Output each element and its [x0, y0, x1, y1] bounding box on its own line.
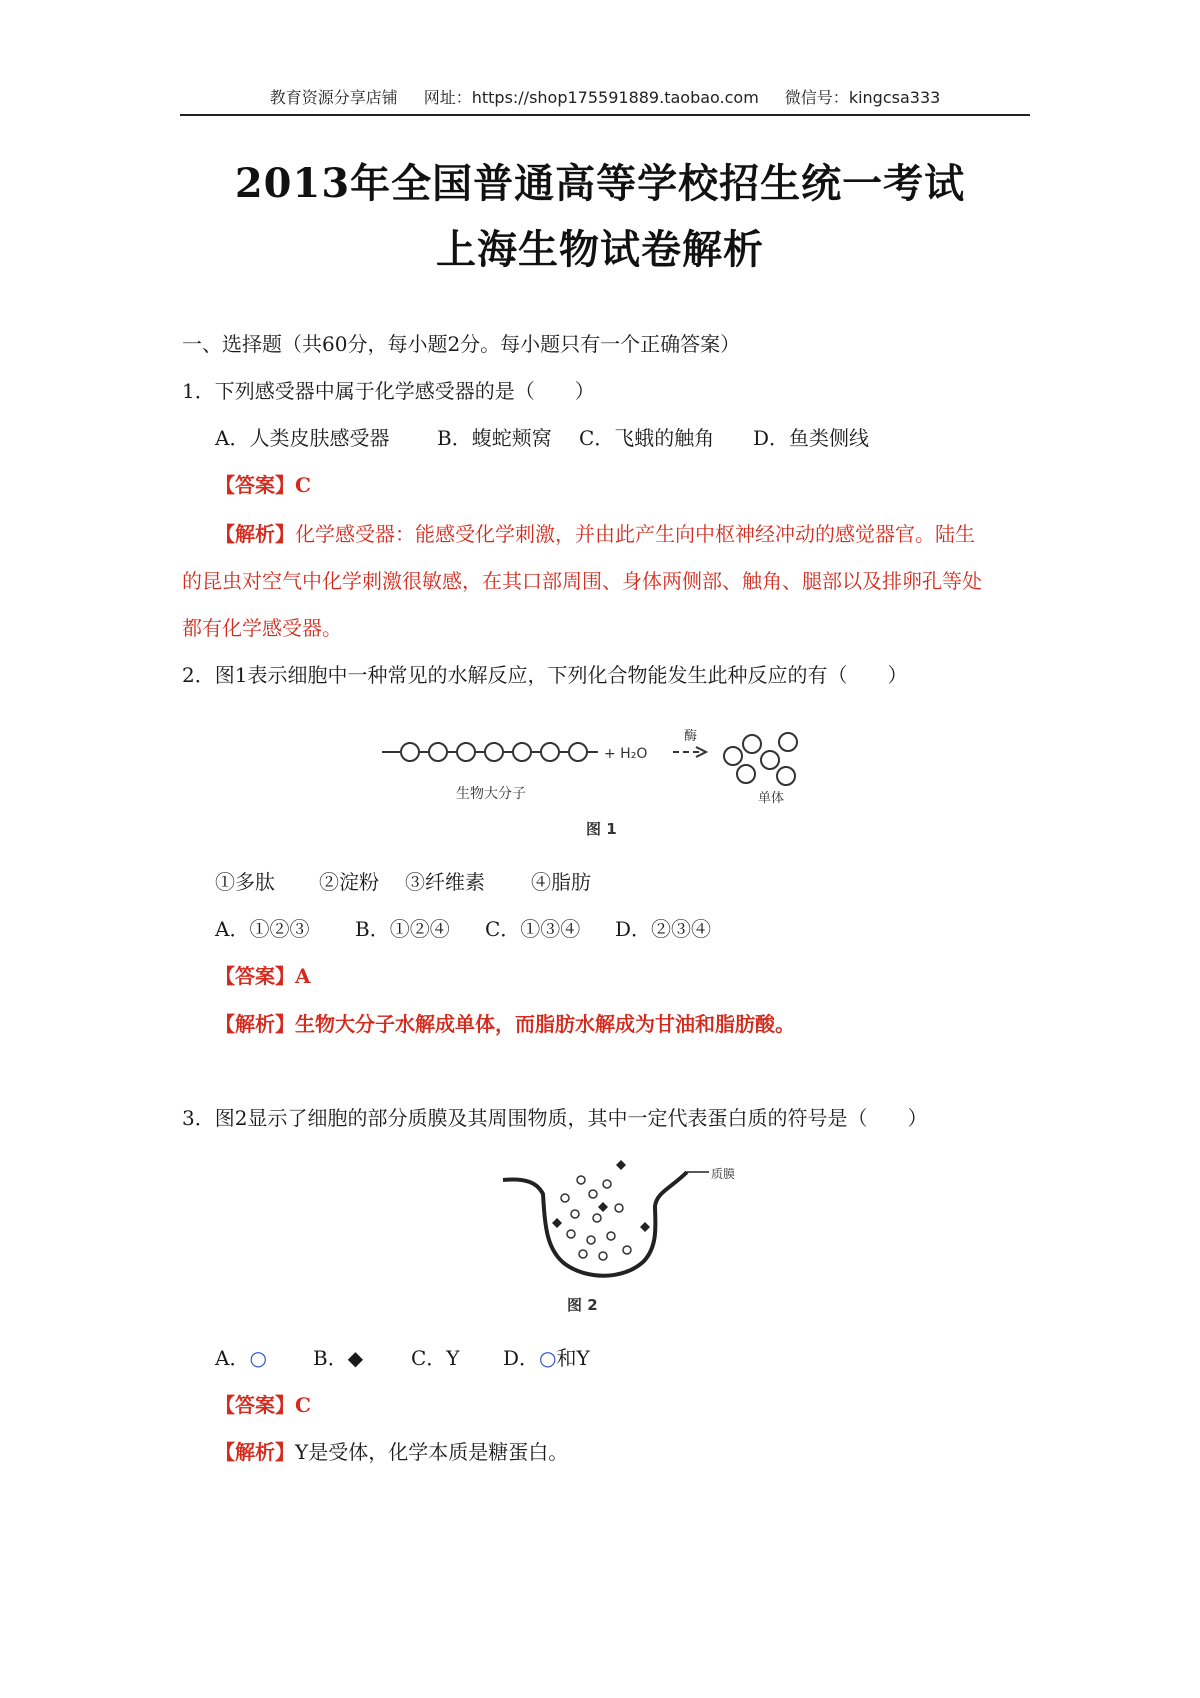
wechat-id: kingcsa333: [848, 88, 941, 107]
small-circle-molecule: [587, 1236, 595, 1244]
q3-analysis-text: Y是受体，化学本质是糖蛋白。: [295, 1440, 569, 1464]
q2-option-a: A．①②③: [215, 917, 310, 941]
figure-1-caption: 图 1: [586, 820, 617, 838]
small-circle-molecule: [571, 1210, 579, 1218]
section-heading: 一、选择题（共60分，每小题2分。每小题只有一个正确答案）: [182, 332, 741, 356]
q3-option-a: [215, 1344, 313, 1372]
q1-option-a: A．人类皮肤感受器: [215, 426, 390, 450]
q1-answer-label: 【答案】: [215, 473, 295, 497]
small-circle-molecule: [607, 1232, 615, 1240]
q1-stem: 1．下列感受器中属于化学感受器的是（ ）: [182, 379, 595, 403]
q1-options: [215, 424, 869, 452]
q3-analysis: [215, 1438, 568, 1466]
diamond-molecule: [598, 1202, 608, 1212]
small-circle-molecule: [615, 1204, 623, 1212]
q2-item-2: ②淀粉: [319, 870, 379, 894]
monomer: [779, 733, 797, 751]
monomer: [737, 765, 755, 783]
small-circle-molecule: [593, 1214, 601, 1222]
q1-analysis-text-1: 化学感受器：能感受化学刺激，并由此产生向中枢神经冲动的感觉器官。陆生: [295, 522, 975, 546]
small-circle-molecule: [579, 1250, 587, 1258]
macromolecule-unit: [429, 743, 447, 761]
q3-options: [215, 1344, 590, 1372]
small-circle-molecule: [577, 1176, 585, 1184]
figure-2-membrane: [495, 1158, 736, 1318]
q2-option-d: D．②③④: [615, 917, 712, 941]
q2-options: [215, 915, 711, 943]
q2-option-c: C．①③④: [485, 917, 581, 941]
q1-analysis-line-3: 都有化学感受器。: [182, 616, 342, 640]
page-header: [180, 86, 1030, 116]
exam-title: 2013年全国普通高等学校招生统一考试: [234, 160, 966, 207]
q3-stem: 3．图2显示了细胞的部分质膜及其周围物质，其中一定代表蛋白质的符号是（ ）: [182, 1106, 928, 1130]
q3-option-d: [503, 1344, 590, 1372]
q3-option-b-prefix: B．: [313, 1346, 348, 1370]
small-circle-molecule: [599, 1252, 607, 1260]
membrane-label: 质膜: [711, 1167, 736, 1181]
small-circle-molecule: [561, 1194, 569, 1202]
url-label: 网址：: [423, 88, 472, 107]
q2-answer: [215, 962, 311, 990]
monomer-label: 单体: [758, 791, 785, 806]
macromolecule-unit: [569, 743, 587, 761]
macromolecule-unit: [541, 743, 559, 761]
water-label: + H₂O: [604, 746, 648, 762]
diamond-molecule: [640, 1222, 650, 1232]
q1-option-c: C．飞蛾的触角: [579, 426, 715, 450]
diamond-molecule: [552, 1218, 562, 1228]
macromolecule-unit: [485, 743, 503, 761]
q2-analysis: [215, 1010, 795, 1038]
q1-option-d: D．鱼类侧线: [753, 426, 870, 450]
q1-analysis-line-1: [215, 520, 975, 548]
enzyme-label: 酶: [684, 729, 698, 744]
diamond-molecule: [616, 1160, 626, 1170]
q3-option-a-prefix: A．: [215, 1346, 250, 1370]
q3-option-b: [313, 1344, 411, 1372]
q1-analysis-label: 【解析】: [215, 522, 295, 546]
q3-answer: [215, 1391, 311, 1419]
q3-option-d-prefix: D．: [503, 1346, 540, 1370]
q2-option-b: B．①②④: [355, 917, 450, 941]
q1-option-b: B．蝮蛇颊窝: [437, 426, 552, 450]
small-circle-molecule: [567, 1230, 575, 1238]
monomer: [777, 767, 795, 785]
macromolecule-label: 生物大分子: [456, 786, 526, 802]
exam-subtitle: 上海生物试卷解析: [436, 226, 764, 273]
q2-stem: 2．图1表示细胞中一种常见的水解反应，下列化合物能发生此种反应的有（ ）: [182, 663, 908, 687]
q1-answer-value: C: [295, 473, 311, 497]
small-circle-molecule: [623, 1246, 631, 1254]
q3-analysis-label: 【解析】: [215, 1440, 295, 1464]
small-circle-molecule: [603, 1180, 611, 1188]
circle-symbol-icon: ○: [249, 1346, 267, 1370]
q2-item-4: ④脂肪: [531, 870, 591, 894]
q2-answer-label: 【答案】: [215, 964, 295, 988]
monomer: [743, 735, 761, 753]
wechat-label: 微信号：: [784, 88, 849, 107]
q2-analysis-label: 【解析】: [215, 1012, 295, 1036]
q2-answer-value: A: [295, 964, 311, 988]
shop-name: 教育资源分享店铺: [269, 88, 398, 107]
q3-answer-value: C: [295, 1393, 311, 1417]
q2-analysis-text: 生物大分子水解成单体，而脂肪水解成为甘油和脂肪酸。: [295, 1012, 795, 1036]
macromolecule-unit: [513, 743, 531, 761]
q1-analysis-line-2: 的昆虫对空气中化学刺激很敏感，在其口部周围、身体两侧部、触角、腿部以及排卵孔等处: [182, 569, 982, 593]
diamond-symbol-icon: ◆: [347, 1346, 364, 1370]
q2-item-3: ③纤维素: [405, 870, 485, 894]
q3-option-c: C．Y: [411, 1346, 460, 1370]
q1-answer: [215, 471, 311, 499]
small-circle-molecule: [589, 1190, 597, 1198]
q3-option-d-suffix: 和Y: [556, 1346, 590, 1370]
shop-url[interactable]: https://shop175591889.taobao.com: [471, 88, 759, 107]
monomer: [761, 751, 779, 769]
macromolecule-unit: [401, 743, 419, 761]
q2-items: [215, 868, 591, 896]
circle-symbol-icon: ○: [539, 1346, 557, 1370]
q2-item-1: ①多肽: [215, 870, 275, 894]
macromolecule-unit: [457, 743, 475, 761]
figure-2-caption: 图 2: [567, 1296, 598, 1314]
figure-1-hydrolysis: [370, 712, 830, 842]
monomer: [724, 747, 742, 765]
plasma-membrane: [503, 1172, 687, 1276]
q3-answer-label: 【答案】: [215, 1393, 295, 1417]
